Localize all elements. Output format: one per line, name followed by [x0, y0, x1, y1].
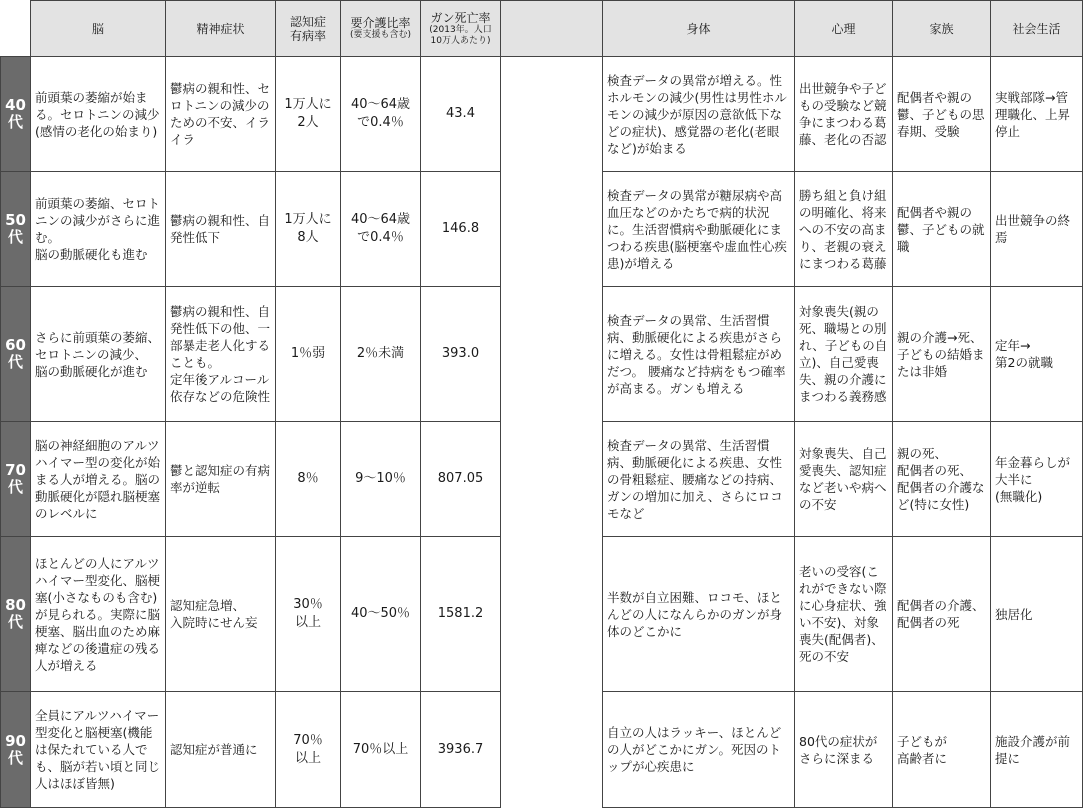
dementia-cell: 1万人に 2人 — [276, 57, 341, 172]
psych-cell: 対象喪失、自己愛喪失、認知症など老いや病への不安 — [795, 422, 893, 537]
gap-cell — [501, 57, 603, 172]
family-cell: 配偶者や親の鬱、子どもの思春期、受験 — [893, 57, 991, 172]
care-cell: 2％未満 — [341, 287, 421, 422]
family-cell: 配偶者の介護、配偶者の死 — [893, 537, 991, 692]
dementia-cell: 70％ 以上 — [276, 692, 341, 808]
psych-cell: 対象喪失(親の死、職場との別れ、子どもの自立)、自己愛喪失、親の介護にまつわる義務感 — [795, 287, 893, 422]
header-psych: 心理 — [795, 1, 893, 57]
row-90s — [1, 692, 1083, 808]
mental-cell: 鬱病の親和性、セロトニンの減少のための不安、イライラ — [166, 57, 276, 172]
age-label: 80 代 — [1, 537, 31, 692]
header-dementia-line1: 認知症 — [289, 14, 326, 29]
mental-cell: 鬱と認知症の有病率が逆転 — [166, 422, 276, 537]
brain-cell: さらに前頭葉の萎縮、セロトニンの減少、 脳の動脈硬化が進む — [31, 287, 166, 422]
age-label: 90 代 — [1, 692, 31, 808]
care-cell: 70％以上 — [341, 692, 421, 808]
mental-cell: 鬱病の親和性、自発性低下 — [166, 172, 276, 287]
header-social: 社会生活 — [991, 1, 1083, 57]
age-label: 60 代 — [1, 287, 31, 422]
cancer-cell: 1581.2 — [421, 537, 501, 692]
header-cancer-line3: 10万人あたり) — [430, 35, 491, 46]
mental-cell: 認知症が普通に — [166, 692, 276, 808]
mental-cell: 認知症急増、 入院時にせん妄 — [166, 537, 276, 692]
family-cell: 子どもが 高齢者に — [893, 692, 991, 808]
brain-cell: ほとんどの人にアルツハイマー型変化、脳梗塞(小さなものも含む)が見られる。実際に脳梗塞、脳出血のため麻痺などの後遺症の残る人が増える — [31, 537, 166, 692]
family-cell: 配偶者や親の鬱、子どもの就職 — [893, 172, 991, 287]
cancer-cell: 393.0 — [421, 287, 501, 422]
body-cell: 半数が自立困難、ロコモ、ほとんどの人になんらかのガンが身体のどこかに — [603, 537, 795, 692]
cancer-cell: 43.4 — [421, 57, 501, 172]
dementia-cell: 1％弱 — [276, 287, 341, 422]
row-80s — [1, 537, 1083, 692]
dementia-cell: 8％ — [276, 422, 341, 537]
header-row — [1, 1, 1083, 57]
care-cell: 9～10％ — [341, 422, 421, 537]
age-label: 70 代 — [1, 422, 31, 537]
care-cell: 40～50％ — [341, 537, 421, 692]
social-cell: 施設介護が前提に — [991, 692, 1083, 808]
header-corner — [1, 1, 31, 57]
gap-cell — [501, 287, 603, 422]
row-50s — [1, 172, 1083, 287]
brain-cell: 脳の神経細胞のアルツハイマー型の変化が始まる人が増える。脳の動脈硬化が隠れ脳梗塞のレベルに — [31, 422, 166, 537]
header-care-line1: 要介護比率 — [350, 16, 411, 30]
brain-cell: 全員にアルツハイマー型変化と脳梗塞(機能は保たれている人でも、脳が若い頃と同じ人はほぼ皆無) — [31, 692, 166, 808]
gap-cell — [501, 172, 603, 287]
header-care-line2: (要支援も含む) — [349, 30, 412, 40]
body-cell: 自立の人はラッキー、ほとんどの人がどこかにガン。死因のトップが心疾患に — [603, 692, 795, 808]
row-70s — [1, 422, 1083, 537]
dementia-cell: 1万人に 8人 — [276, 172, 341, 287]
social-cell: 出世競争の終焉 — [991, 172, 1083, 287]
social-cell: 独居化 — [991, 537, 1083, 692]
body-cell: 検査データの異常、生活習慣病、動脈硬化による疾患がさらに増える。女性は骨粗鬆症がめだつ。 腰痛など持病をもつ確率が高まる。ガンも増える — [603, 287, 795, 422]
header-cancer — [421, 1, 501, 57]
header-dementia — [276, 1, 341, 57]
row-40s — [1, 57, 1083, 172]
psych-cell: 老いの受容(これができない際に心身症状、強い不安)、対象喪失(配偶者)、死の不安 — [795, 537, 893, 692]
header-care — [341, 1, 421, 57]
dementia-cell: 30％ 以上 — [276, 537, 341, 692]
body-cell: 検査データの異常が増える。性ホルモンの減少(男性は男性ホルモンの減少が原因の意欲低下などの症状)、感覚器の老化(老眼など)が始まる — [603, 57, 795, 172]
body-cell: 検査データの異常が糖尿病や高血圧などのかたちで病的状況に。生活習慣病や動脈硬化にまつわる疾患(脳梗塞や虚血性心疾患)が増える — [603, 172, 795, 287]
brain-cell: 前頭葉の萎縮が始まる。セロトニンの減少(感情の老化の始まり) — [31, 57, 166, 172]
psych-cell: 勝ち組と負け組の明確化、将来への不安の高まり、老親の衰えにまつわる葛藤 — [795, 172, 893, 287]
cancer-cell: 807.05 — [421, 422, 501, 537]
social-cell: 実戦部隊→管理職化、上昇停止 — [991, 57, 1083, 172]
psych-cell: 出世競争や子どもの受験など競争にまつわる葛藤、老化の否認 — [795, 57, 893, 172]
social-cell: 定年→ 第2の就職 — [991, 287, 1083, 422]
header-dementia-line2: 有病率 — [289, 28, 326, 43]
header-mental: 精神症状 — [166, 1, 276, 57]
header-gap — [501, 1, 603, 57]
gap-cell — [501, 537, 603, 692]
family-cell: 親の死、 配偶者の死、 配偶者の介護など(特に女性) — [893, 422, 991, 537]
row-60s — [1, 287, 1083, 422]
care-cell: 40～64歳 で0.4％ — [341, 57, 421, 172]
gap-cell — [501, 422, 603, 537]
age-label: 40 代 — [1, 57, 31, 172]
gap-cell — [501, 692, 603, 808]
header-brain: 脳 — [31, 1, 166, 57]
mental-cell: 鬱病の親和性、自発性低下の他、一部暴走老人化することも。 定年後アルコール依存などの危険性 — [166, 287, 276, 422]
psych-cell: 80代の症状がさらに深まる — [795, 692, 893, 808]
care-cell: 40～64歳 で0.4％ — [341, 172, 421, 287]
social-cell: 年金暮らしが大半に (無職化) — [991, 422, 1083, 537]
cancer-cell: 3936.7 — [421, 692, 501, 808]
header-family: 家族 — [893, 1, 991, 57]
header-body: 身体 — [603, 1, 795, 57]
brain-cell: 前頭葉の萎縮、セロトニンの減少がさらに進む。 脳の動脈硬化も進む — [31, 172, 166, 287]
age-label: 50 代 — [1, 172, 31, 287]
body-cell: 検査データの異常、生活習慣病、動脈硬化による疾患、女性の骨粗鬆症、腰痛などの持病、ガンの増加に加え、さらにロコモなど — [603, 422, 795, 537]
header-cancer-line1: ガン死亡率 — [430, 10, 491, 25]
header-cancer-line2: (2013年。人口 — [429, 24, 492, 35]
family-cell: 親の介護→死、子どもの結婚または非婚 — [893, 287, 991, 422]
cancer-cell: 146.8 — [421, 172, 501, 287]
